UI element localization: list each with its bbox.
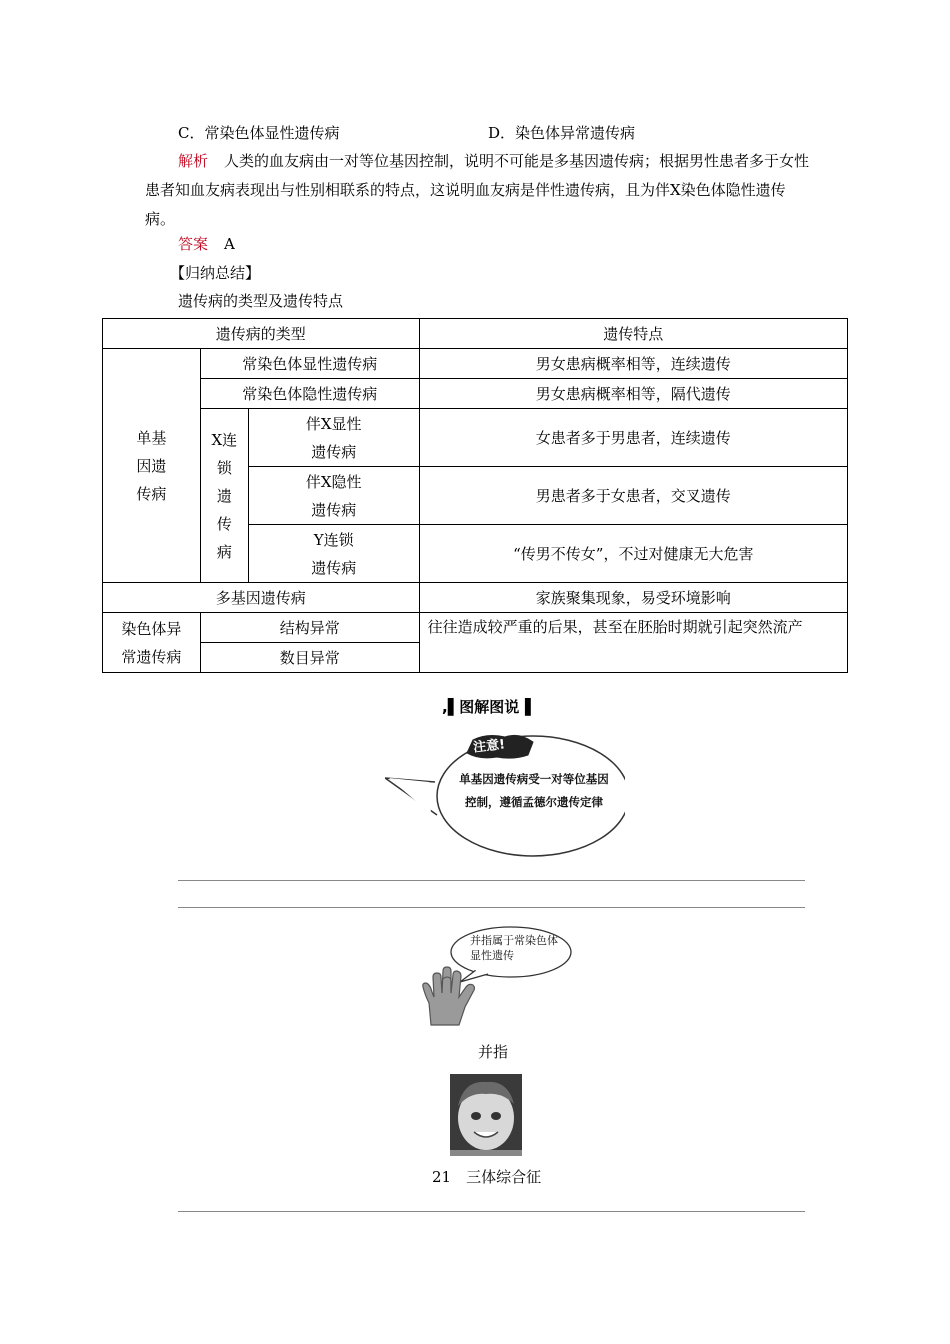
callout-badge: 注意! bbox=[472, 737, 506, 756]
x-recessive: 伴X隐性 遗传病 bbox=[248, 467, 419, 525]
bubble-text: 并指属于常染色体显性遗传 bbox=[470, 934, 558, 962]
option-d: D．染色体异常遗传病 bbox=[488, 124, 636, 142]
answer-line bbox=[178, 233, 235, 254]
callout-text: 单基因遗传病受一对等位基因控制，遵循孟德尔遗传定律 bbox=[459, 772, 609, 809]
down-syndrome-caption: 21 三体综合征 bbox=[432, 1168, 542, 1186]
polygenic-feature: 家族聚集现象，易受环境影响 bbox=[419, 583, 847, 613]
diagram-section-title: ,▌图解图说▐ bbox=[442, 698, 531, 716]
auto-recessive: 常染色体隐性遗传病 bbox=[200, 379, 419, 409]
auto-recessive-feature: 男女患病概率相等，隔代遗传 bbox=[419, 379, 847, 409]
analysis-label: 解析 bbox=[178, 152, 209, 170]
auto-dominant-feature: 男女患病概率相等，连续遗传 bbox=[419, 349, 847, 379]
y-linked-feature: “传男不传女”，不过对健康无大危害 bbox=[419, 525, 847, 583]
summary-heading: 【归纳总结】 bbox=[170, 264, 261, 282]
y-linked: Y连锁 遗传病 bbox=[248, 525, 419, 583]
chromosomal-label: 染色体异 常遗传病 bbox=[103, 613, 201, 673]
numerical: 数目异常 bbox=[200, 643, 419, 673]
x-dominant: 伴X显性 遗传病 bbox=[248, 409, 419, 467]
x-linked-label: X连 锁 遗 传 病 bbox=[200, 409, 248, 583]
auto-dominant: 常染色体显性遗传病 bbox=[200, 349, 419, 379]
header-feature: 遗传特点 bbox=[419, 319, 847, 349]
x-recessive-feature: 男患者多于女患者，交叉遗传 bbox=[419, 467, 847, 525]
structural: 结构异常 bbox=[200, 613, 419, 643]
analysis-paragraph bbox=[145, 147, 810, 234]
blank-line bbox=[178, 880, 805, 881]
polygenic: 多基因遗传病 bbox=[103, 583, 420, 613]
table-title: 遗传病的类型及遗传特点 bbox=[178, 292, 344, 310]
chromosomal-feature: 往往造成较严重的后果，甚至在胚胎时期就引起突然流产 bbox=[419, 613, 847, 673]
answer-value: A bbox=[224, 235, 235, 253]
answer-label: 答案 bbox=[178, 235, 209, 253]
syndactyly-caption: 并指 bbox=[478, 1043, 509, 1061]
header-type: 遗传病的类型 bbox=[103, 319, 420, 349]
hand-icon bbox=[421, 965, 481, 1027]
genetic-disease-table bbox=[102, 318, 848, 673]
child-photo bbox=[450, 1074, 522, 1156]
blank-line bbox=[178, 907, 805, 908]
blank-line bbox=[178, 1211, 805, 1212]
option-c: C．常染色体显性遗传病 bbox=[178, 124, 340, 142]
analysis-text: 人类的血友病由一对等位基因控制，说明不可能是多基因遗传病；根据男性患者多于女性患者知血友病表现出与性别相联系的特点，这说明血友病是伴性遗传病，且为伴X染色体隐性遗传病。 bbox=[145, 152, 810, 228]
x-dominant-feature: 女患者多于男患者，连续遗传 bbox=[419, 409, 847, 467]
single-gene-label: 单基 因遗 传病 bbox=[103, 349, 201, 583]
